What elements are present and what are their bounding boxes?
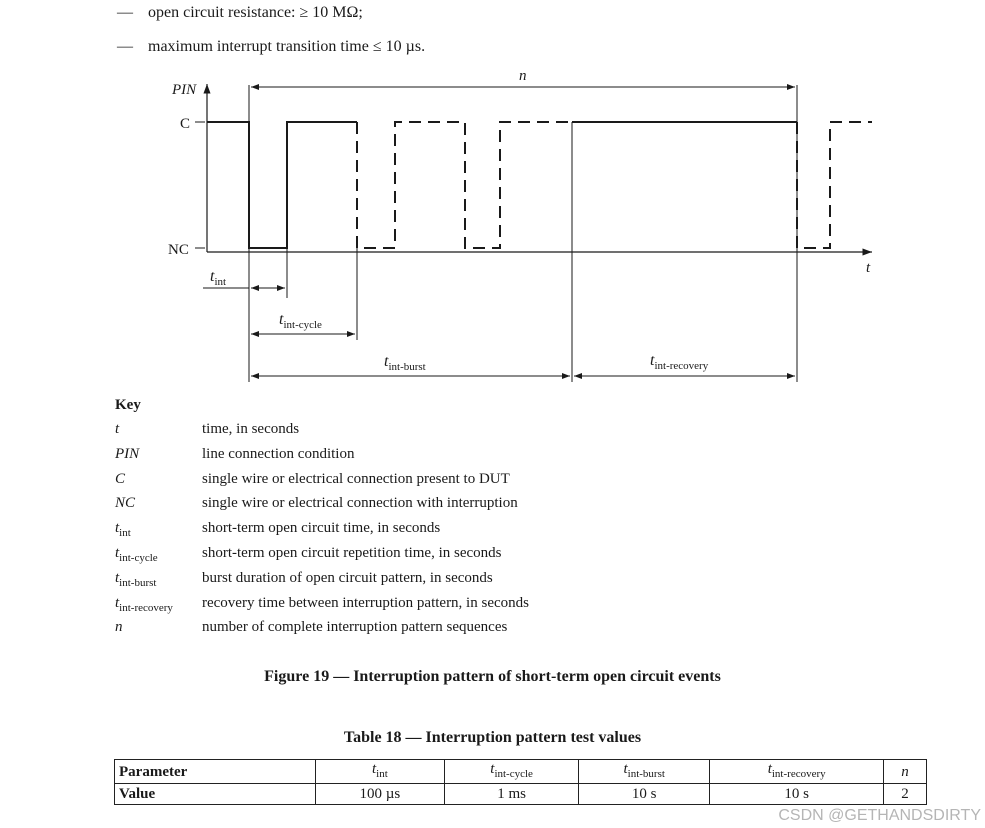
key-term [115,471,125,488]
test-values-table [114,759,927,805]
x-axis-label: t [866,260,871,276]
key-term-subscript: int [119,527,131,540]
watermark: CSDN @GETHANDSDIRTY [778,807,981,824]
key-description: short-term open circuit repetition time, in seconds [202,545,502,561]
key-term [115,495,135,512]
key-term [115,421,119,438]
key-term [115,545,158,564]
tint-label: $t_{int}$ [210,268,227,288]
bullet-text: maximum interrupt transition time ≤ 10 µs. [148,38,426,55]
key-title: Key [115,397,141,413]
key-term [115,570,156,589]
interruption-pattern-diagram [0,0,985,400]
key-description: line connection condition [202,445,355,462]
key-term-symbol: t [115,421,120,437]
value-cell: 10 s [579,784,710,805]
key-description: burst duration of open circuit pattern, in seconds [202,569,493,586]
key-term [115,520,131,539]
header-cell: Parameter [115,760,316,784]
key-term-symbol: t [115,569,120,586]
level-nc-label: NC [168,242,189,258]
key-description: single wire or electrical connection with interruption [202,495,518,512]
bullet-dash: — [117,38,133,55]
bullet-text: open circuit resistance: ≥ 10 MΩ; [148,4,363,21]
n-label: n [519,68,527,84]
header-cell: $t_{int-cycle}$ [445,760,579,784]
header-cell: $t_{int-recovery}$ [710,760,884,784]
table-header-row [115,760,927,784]
header-cell: $t_{int-burst}$ [579,760,710,784]
key-term-subscript: int-cycle [119,552,158,564]
y-axis-label: PIN [172,82,197,98]
figure-caption: Figure 19 — Interruption pattern of short-term open circuit events [264,668,721,685]
key-term-subscript: int-burst [119,576,157,589]
key-description: recovery time between interruption pattern, in seconds [202,594,529,611]
key-term-subscript: int-recovery [119,601,173,614]
key-description: short-term open circuit time, in seconds [202,520,441,537]
value-cell: 1 ms [445,784,579,805]
waveform-solid [207,122,797,248]
table-title: Table 18 — Interruption pattern test values [343,729,642,746]
key-term-symbol: PIN [115,445,140,462]
value-cell: 10 s [710,784,884,805]
header-cell: $t_{int}$ [315,760,444,784]
bullet-dash: — [117,4,133,21]
key-term-symbol: NC [115,495,136,512]
row-label: Value [115,784,316,805]
key-term-symbol: t [115,545,120,561]
value-cell: 100 µs [315,784,444,805]
table-row [115,784,927,805]
trecovery-label: $t_{int-recovery}$ [650,352,709,372]
key-description: time, in seconds [202,421,300,437]
waveform-dashed [357,122,872,248]
tcycle-label: $t_{int-cycle}$ [279,311,322,331]
key-term [115,446,139,463]
key-term-symbol: t [115,520,120,537]
key-term-symbol: t [115,594,120,611]
key-term-symbol: n [115,619,123,636]
level-c-label: C [180,116,191,132]
key-description: single wire or electrical connection present to DUT [202,470,510,487]
key-term-symbol: C [115,470,126,487]
key-description: number of complete interruption pattern sequences [202,619,508,636]
header-cell: n [884,760,927,784]
value-cell: 2 [884,784,927,805]
tburst-label: $t_{int-burst}$ [384,353,426,373]
key-term [115,619,123,636]
key-term [115,595,173,614]
